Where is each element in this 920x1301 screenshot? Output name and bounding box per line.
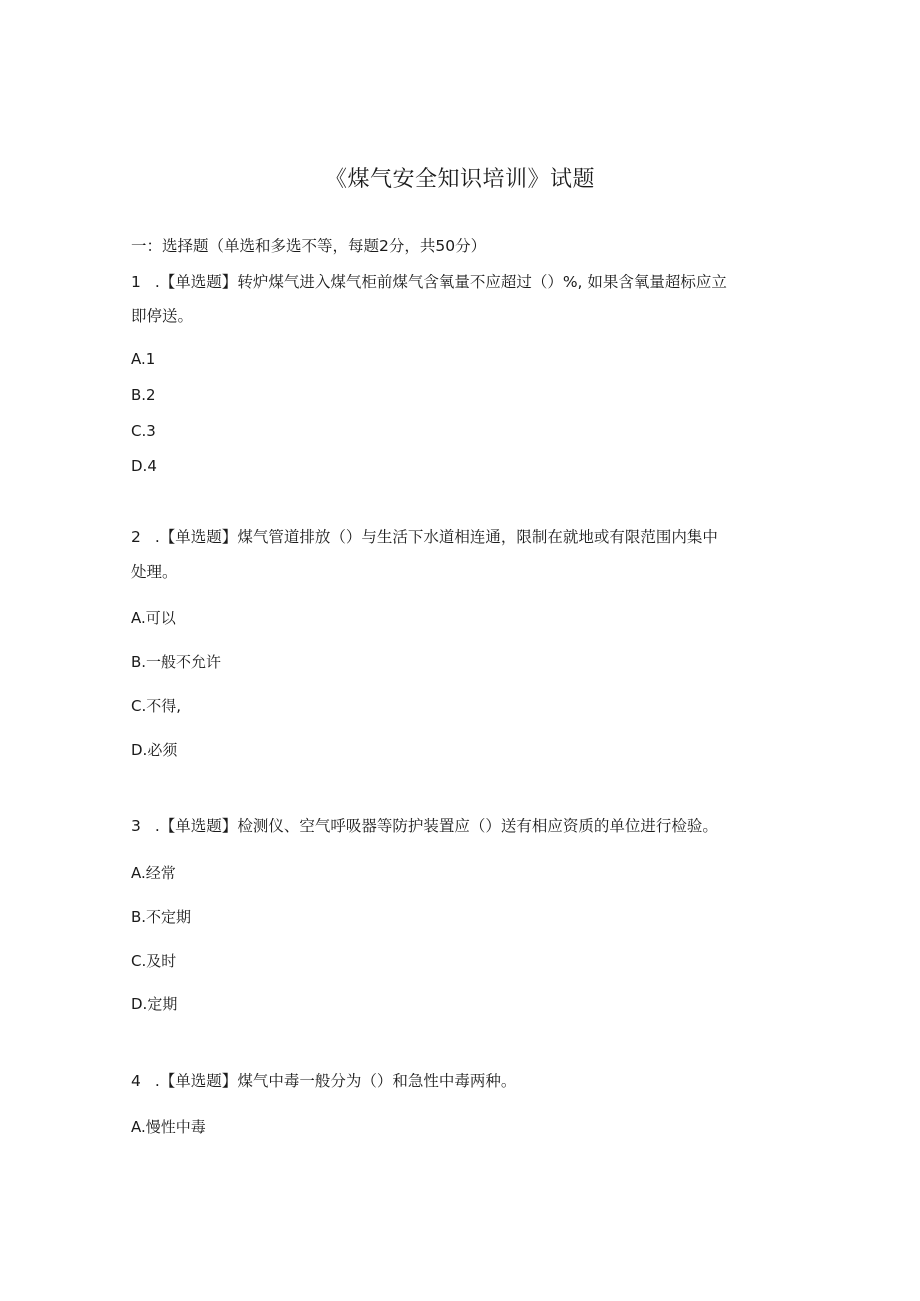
question-2-option-d: D.必须 [131,741,178,759]
question-1-option-c: C.3 [131,422,156,440]
question-number: 2 [131,528,141,546]
question-3-option-a: A.经常 [131,864,176,882]
question-1-option-b: B.2 [131,386,156,404]
question-3-option-c: C.及时 [131,952,177,970]
question-number: 3 [131,817,141,835]
question-1-line-2: 即停送。 [131,307,194,325]
question-2-line-2: 处理。 [131,563,178,581]
question-2-option-a: A.可以 [131,609,176,627]
question-4-line-1 [131,1069,516,1091]
question-3-option-d: D.定期 [131,995,178,1013]
question-type: .【单选题】 [154,1072,238,1090]
question-number: 1 [131,273,141,291]
question-1-line-1 [131,270,727,292]
question-3-line-1 [131,814,718,836]
question-text: 转炉煤气进入煤气柜前煤气含氧量不应超过（）%, 如果含氧量超标应立 [237,273,727,291]
page-title: 《煤气安全知识培训》试题 [324,167,595,192]
question-1-option-d: D.4 [131,457,157,475]
question-2-line-1 [131,525,718,547]
question-type: .【单选题】 [154,528,238,546]
question-text: 检测仪、空气呼吸器等防护装置应（）送有相应资质的单位进行检验。 [237,817,718,835]
question-3-option-b: B.不定期 [131,908,192,926]
question-2-option-b: B.一般不允许 [131,653,222,671]
section-heading: 一：选择题（单选和多选不等，每题2分，共50分） [131,237,487,255]
question-type: .【单选题】 [154,273,238,291]
question-1-option-a: A.1 [131,350,156,368]
question-number: 4 [131,1072,141,1090]
question-text: 煤气管道排放（）与生活下水道相连通，限制在就地或有限范围内集中 [237,528,718,546]
question-2-option-c: C.不得, [131,697,182,715]
question-type: .【单选题】 [154,817,238,835]
question-text: 煤气中毒一般分为（）和急性中毒两种。 [237,1072,517,1090]
question-4-option-a: A.慢性中毒 [131,1118,206,1136]
